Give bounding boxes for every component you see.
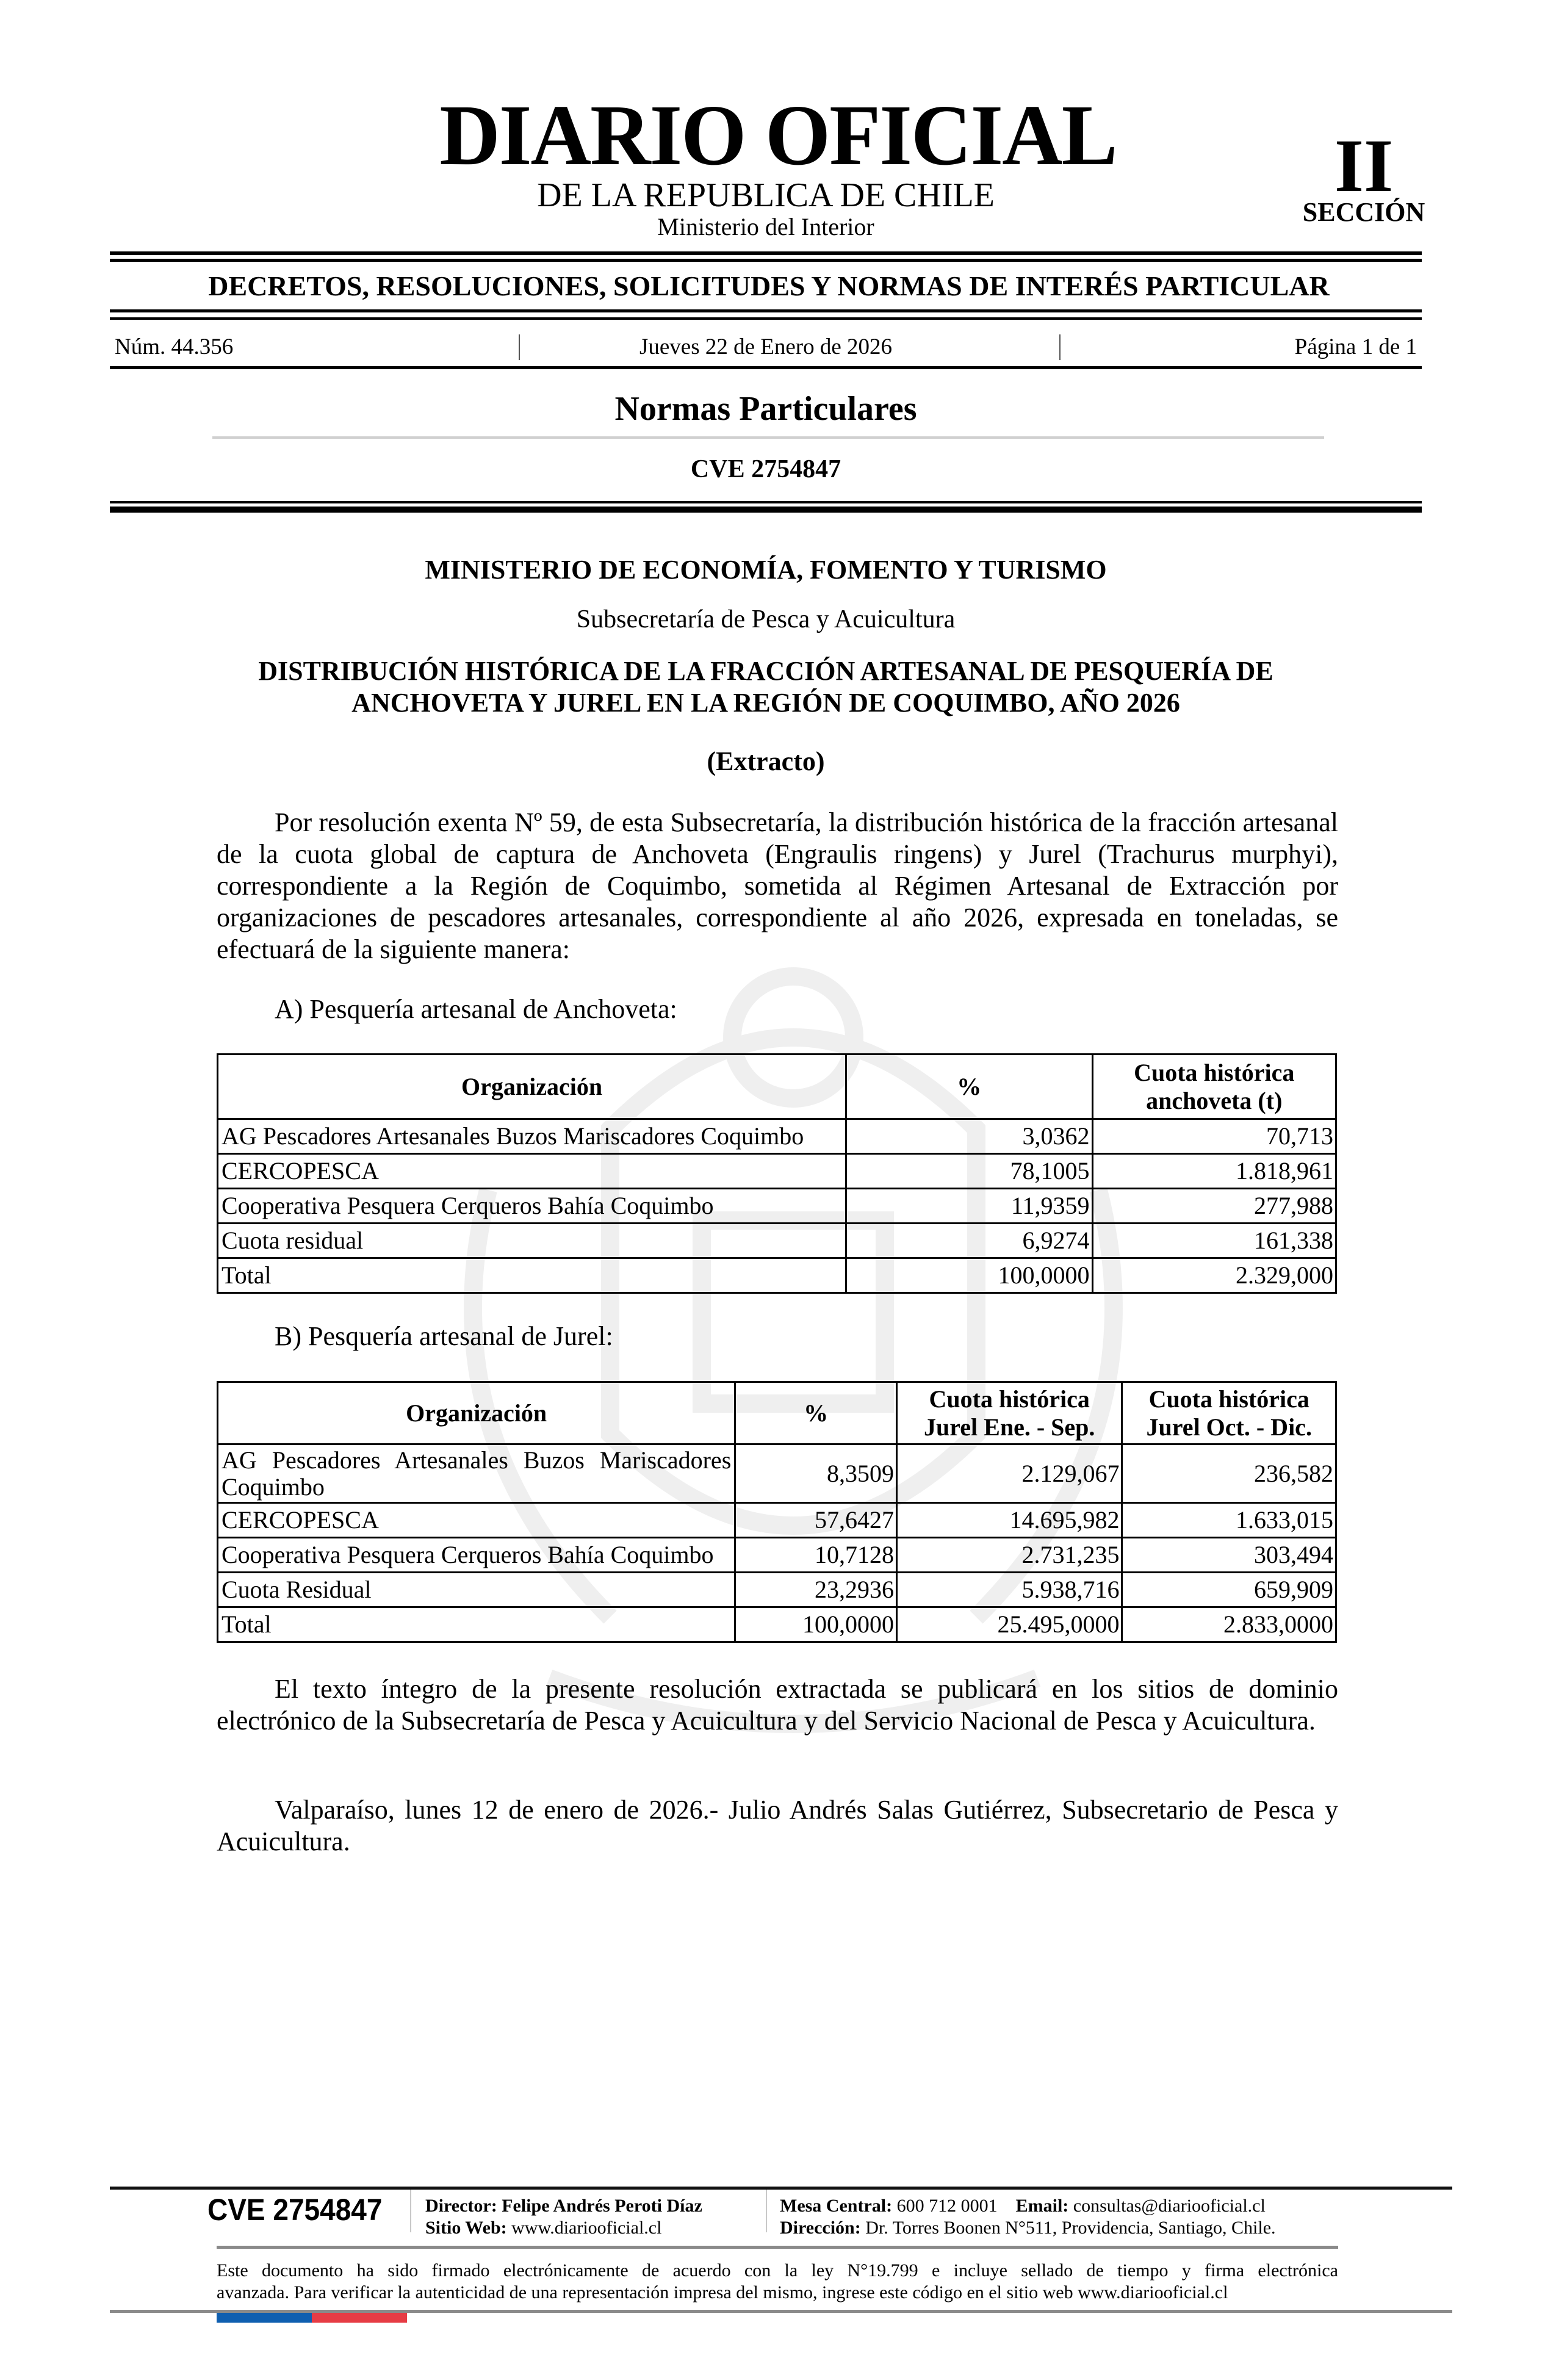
email-link[interactable]: consultas@diariooficial.cl	[1073, 2196, 1266, 2216]
header-organizacion: Organización	[218, 1382, 735, 1444]
cell-cuota-oct-dic: 659,909	[1122, 1573, 1336, 1607]
cell-organizacion: Cooperativa Pesquera Cerqueros Bahía Coquimbo	[218, 1189, 846, 1224]
table-header-row	[218, 1382, 1336, 1444]
cell-organizacion: Cooperativa Pesquera Cerqueros Bahía Coquimbo	[218, 1538, 735, 1573]
issue-number: Núm. 44.356	[115, 334, 234, 359]
cell-percent: 8,3509	[735, 1444, 897, 1503]
table-total-row	[218, 1607, 1336, 1642]
cell-cuota-ene-sep: 5.938,716	[896, 1573, 1122, 1607]
anchoveta-table	[217, 1053, 1337, 1294]
newspaper-ministry: Ministerio del Interior	[657, 213, 874, 240]
cell-cuota: 277,988	[1092, 1189, 1336, 1224]
flag-stripe-red	[312, 2313, 407, 2323]
table-row	[218, 1189, 1336, 1224]
table-row	[218, 1119, 1336, 1154]
footer-director-block	[425, 2195, 702, 2239]
cell-percent: 23,2936	[735, 1573, 897, 1607]
newspaper-subtitle: DE LA REPUBLICA DE CHILE	[537, 176, 995, 214]
director-name: Felipe Andrés Peroti Díaz	[502, 2196, 702, 2216]
header-percent: %	[735, 1382, 897, 1444]
header-line: Cuota histórica	[1134, 1058, 1295, 1086]
meta-separator	[1059, 334, 1061, 360]
section-title: Normas Particulares	[614, 390, 917, 428]
website-link[interactable]: www.diariooficial.cl	[511, 2218, 662, 2238]
cell-cuota-ene-sep: 2.129,067	[896, 1444, 1122, 1503]
cell-organizacion: AG Pescadores Artesanales Buzos Mariscadores Coquimbo	[218, 1444, 735, 1503]
meta-rule	[110, 366, 1422, 369]
cell-organizacion: Cuota residual	[218, 1224, 846, 1258]
cell-cuota-oct-dic: 236,582	[1122, 1444, 1336, 1503]
header-line: anchoveta (t)	[1146, 1086, 1283, 1114]
address-label: Dirección:	[780, 2218, 861, 2238]
masthead-rule-top	[110, 251, 1422, 255]
table-header-row	[218, 1055, 1336, 1119]
table-row	[218, 1503, 1336, 1538]
cell-cuota-ene-sep: 14.695,982	[896, 1503, 1122, 1538]
footer-cve-code: CVE 2754847	[207, 2193, 383, 2227]
banner-rule-1	[110, 309, 1422, 312]
banner-rule-2	[110, 317, 1422, 320]
intro-paragraph: Por resolución exenta Nº 59, de esta Subsecretaría, la distribución histórica de la fracción artesanal de la cuota global de captura de Anchoveta (Engraulis ringens) y Jurel (Trachurus murphyi), correspondiente a la Región de Coquimbo, sometida al Régimen Artesanal de Extracción por organizaciones de pescadores artesanales, correspondiente al año 2026, expresada en toneladas, se efectuará de la siguiente manera:	[217, 807, 1338, 964]
cell-percent: 10,7128	[735, 1538, 897, 1573]
cell-organizacion: Cuota Residual	[218, 1573, 735, 1607]
issue-date: Jueves 22 de Enero de 2026	[639, 334, 893, 359]
cell-cuota-oct-dic: 1.633,015	[1122, 1503, 1336, 1538]
cell-organizacion: CERCOPESCA	[218, 1154, 846, 1189]
footer-address	[780, 2217, 1276, 2239]
table-row	[218, 1444, 1336, 1503]
closing-paragraph: El texto íntegro de la presente resolución extractada se publicará en los sitios de dominio electrónico de la Subsecretaría de Pesca y Acuicultura y del Servicio Nacional de Pesca y Acuicultura.	[217, 1674, 1338, 1736]
subsecretaria-heading: Subsecretaría de Pesca y Acuicultura	[576, 605, 956, 633]
cell-percent: 3,0362	[846, 1119, 1092, 1154]
cell-percent: 100,0000	[846, 1258, 1092, 1293]
header-organizacion: Organización	[218, 1055, 846, 1119]
phone-label: Mesa Central:	[780, 2196, 893, 2216]
section-title-rule	[212, 436, 1324, 439]
cell-cuota: 2.329,000	[1092, 1258, 1336, 1293]
cve-code: CVE 2754847	[690, 455, 841, 483]
email-label: Email:	[1015, 2196, 1069, 2216]
cell-organizacion: Total	[218, 1607, 735, 1642]
cve-rule-thick	[110, 507, 1422, 513]
header-percent: %	[846, 1055, 1092, 1119]
table-row	[218, 1224, 1336, 1258]
website-label: Sitio Web:	[425, 2218, 507, 2238]
header-line: Jurel Ene. - Sep.	[924, 1413, 1095, 1441]
cve-rule-thin	[110, 501, 1422, 503]
header-cuota-ene-sep	[896, 1382, 1122, 1444]
table-row	[218, 1154, 1336, 1189]
masthead-rule-top-2	[110, 259, 1422, 262]
cell-organizacion: AG Pescadores Artesanales Buzos Mariscadores Coquimbo	[218, 1119, 846, 1154]
cell-percent: 11,9359	[846, 1189, 1092, 1224]
phone-number: 600 712 0001	[896, 2196, 998, 2216]
section-number: II	[1334, 124, 1394, 207]
header-line: Cuota histórica	[1148, 1385, 1309, 1413]
footer-contact-line	[780, 2195, 1276, 2217]
table-row	[218, 1538, 1336, 1573]
signature-notice-line-2: avanzada. Para verificar la autenticidad de una representación impresa del mismo, ingrese este código en el sitio web www.diariooficial.cl	[217, 2282, 1228, 2302]
header-line: Cuota histórica	[929, 1385, 1090, 1413]
header-cuota-anchoveta	[1092, 1055, 1336, 1119]
newspaper-title: DIARIO OFICIAL	[439, 87, 1117, 183]
footer-separator	[410, 2190, 411, 2232]
signature-paragraph: Valparaíso, lunes 12 de enero de 2026.- Julio Andrés Salas Gutiérrez, Subsecretario de Pesca y Acuicultura.	[217, 1795, 1338, 1856]
address-value: Dr. Torres Boonen N°511, Providencia, Santiago, Chile.	[865, 2218, 1276, 2238]
cell-cuota: 70,713	[1092, 1119, 1336, 1154]
cell-percent: 100,0000	[735, 1607, 897, 1642]
cell-organizacion: CERCOPESCA	[218, 1503, 735, 1538]
cell-cuota-ene-sep: 25.495,0000	[896, 1607, 1122, 1642]
footer-director	[425, 2195, 702, 2217]
director-label: Director:	[425, 2196, 497, 2216]
header-cuota-oct-dic	[1122, 1382, 1336, 1444]
meta-separator	[519, 334, 520, 360]
cell-cuota: 1.818,961	[1092, 1154, 1336, 1189]
cell-organizacion: Total	[218, 1258, 846, 1293]
cell-percent: 6,9274	[846, 1224, 1092, 1258]
ministry-heading: MINISTERIO DE ECONOMÍA, FOMENTO Y TURISMO	[425, 555, 1107, 585]
issue-meta-bar	[110, 332, 1422, 362]
table-total-row	[218, 1258, 1336, 1293]
cell-cuota: 161,338	[1092, 1224, 1336, 1258]
extract-label: (Extracto)	[707, 746, 825, 776]
section-a-label: A) Pesquería artesanal de Anchoveta:	[275, 994, 677, 1024]
banner-title: DECRETOS, RESOLUCIONES, SOLICITUDES Y NORMAS DE INTERÉS PARTICULAR	[208, 270, 1330, 301]
jurel-table	[217, 1381, 1337, 1643]
cell-cuota-oct-dic: 2.833,0000	[1122, 1607, 1336, 1642]
section-label: SECCIÓN	[1302, 197, 1425, 227]
table-row	[218, 1573, 1336, 1607]
signature-notice-line-1: Este documento ha sido firmado electrónicamente de acuerdo con la ley N°19.799 e incluye sellado de tiempo y firma electrónica	[217, 2260, 1338, 2281]
section-b-label: B) Pesquería artesanal de Jurel:	[275, 1321, 613, 1351]
document-title: DISTRIBUCIÓN HISTÓRICA DE LA FRACCIÓN ARTESANAL DE PESQUERÍA DE ANCHOVETA Y JUREL EN LA REGIÓN DE COQUIMBO, AÑO 2026	[258, 656, 1273, 718]
cell-cuota-oct-dic: 303,494	[1122, 1538, 1336, 1573]
cell-cuota-ene-sep: 2.731,235	[896, 1538, 1122, 1573]
footer-rule	[110, 2187, 1452, 2190]
cell-percent: 78,1005	[846, 1154, 1092, 1189]
cell-percent: 57,6427	[735, 1503, 897, 1538]
footer-website	[425, 2217, 702, 2239]
footer-rule-2	[217, 2246, 1338, 2249]
flag-stripe-blue	[217, 2313, 312, 2323]
page-indicator: Página 1 de 1	[1294, 334, 1417, 359]
footer-contact-block	[780, 2195, 1276, 2239]
footer-separator	[766, 2190, 767, 2232]
header-line: Jurel Oct. - Dic.	[1146, 1413, 1312, 1441]
